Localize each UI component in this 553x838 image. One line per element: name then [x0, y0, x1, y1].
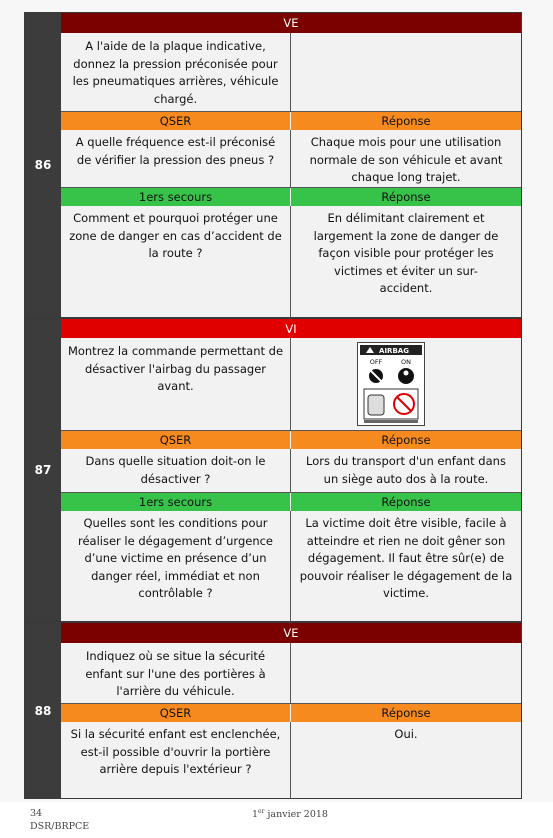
- column-divider: [290, 338, 291, 431]
- secours-answer-header: Réponse: [291, 493, 521, 511]
- row-divider: [61, 430, 521, 431]
- airbag-on-label: ON: [401, 358, 411, 366]
- column-divider: [290, 722, 291, 799]
- qser-question: Dans quelle situation doit-on le désactiver ?: [85, 454, 266, 486]
- footer-org: DSR/BRPCE: [30, 821, 90, 832]
- footer-date-sup: er: [258, 808, 265, 815]
- column-divider: [290, 511, 291, 623]
- footer-date-rest: janvier 2018: [264, 809, 328, 821]
- airbag-label-icon: [357, 342, 425, 426]
- ve-header: VE: [61, 13, 521, 33]
- vi-header: VI: [61, 319, 521, 338]
- qser-answer-header: Réponse: [291, 704, 521, 722]
- card-number: 86: [25, 13, 61, 317]
- question-card-88: [24, 622, 522, 799]
- qser-header: QSER: [61, 431, 290, 449]
- vi-question: Montrez la commande permettant de désactiver l'airbag du passager avant.: [67, 344, 284, 393]
- row-divider: [61, 492, 521, 493]
- ve-answer: [291, 644, 521, 703]
- card-number: 87: [25, 319, 61, 621]
- secours-header: 1ers secours: [61, 188, 290, 206]
- qser-question: A quelle fréquence est-il préconisé de vérifier la pression des pneus ?: [75, 135, 276, 167]
- ve-question: Indiquez où se situe la sécurité enfant sur l'une des portières à l'arrière du véhicule.: [85, 649, 266, 698]
- ve-header: VE: [61, 623, 521, 643]
- secours-answer: La victime doit être visible, facile à atteindre et rien ne doit gêner son dégagement. Il faut être sûr(e) de pouvoir réaliser le dégagement de la victime.: [299, 516, 513, 600]
- vi-image-cell: [291, 339, 521, 430]
- card-table: [61, 319, 521, 621]
- airbag-off-label: OFF: [369, 358, 383, 366]
- ve-question: A l'aide de la plaque indicative, donnez la pression préconisée pour les pneumatiques arrières, véhicule chargé.: [72, 39, 279, 106]
- footer-date: [252, 808, 328, 820]
- qser-answer-header: Réponse: [291, 431, 521, 449]
- secours-question: Comment et pourquoi protéger une zone de danger en cas d’accident de la route ?: [69, 211, 282, 260]
- secours-header: 1ers secours: [61, 493, 290, 511]
- qser-question: Si la sécurité enfant est enclenchée, est-il possible d'ouvrir la portière arrière depuis l'extérieur ?: [70, 727, 281, 776]
- column-divider: [290, 449, 291, 493]
- airbag-title: AIRBAG: [379, 347, 409, 355]
- card-number: 88: [25, 623, 61, 798]
- ve-answer: [291, 34, 521, 111]
- page-number: 34: [30, 808, 43, 819]
- column-divider: [290, 130, 291, 188]
- footer-date-day: 1: [252, 809, 259, 821]
- qser-answer: Lors du transport d'un enfant dans un siège auto dos à la route.: [306, 454, 506, 486]
- row-divider: [61, 703, 521, 704]
- question-card-86: [24, 12, 522, 318]
- secours-answer-header: Réponse: [291, 188, 521, 206]
- secours-answer: En délimitant clairement et largement la zone de danger de façon visible pour protéger les victimes et éviter un sur-accident.: [313, 211, 499, 295]
- row-divider: [61, 111, 521, 112]
- qser-answer-header: Réponse: [291, 112, 521, 130]
- qser-answer: Oui.: [394, 727, 418, 741]
- qser-header: QSER: [61, 704, 290, 722]
- question-card-87: [24, 318, 522, 622]
- secours-question: Quelles sont les conditions pour réaliser le dégagement d’urgence d’une victime en présence d’un danger réel, immédiat et non contrôlable ?: [77, 516, 274, 600]
- card-table: [61, 623, 521, 798]
- column-divider: [290, 206, 291, 319]
- column-divider: [290, 643, 291, 704]
- card-table: [61, 13, 521, 317]
- row-divider: [61, 187, 521, 188]
- qser-answer: Chaque mois pour une utilisation normale de son véhicule et avant chaque long trajet.: [309, 135, 503, 184]
- qser-header: QSER: [61, 112, 290, 130]
- column-divider: [290, 33, 291, 112]
